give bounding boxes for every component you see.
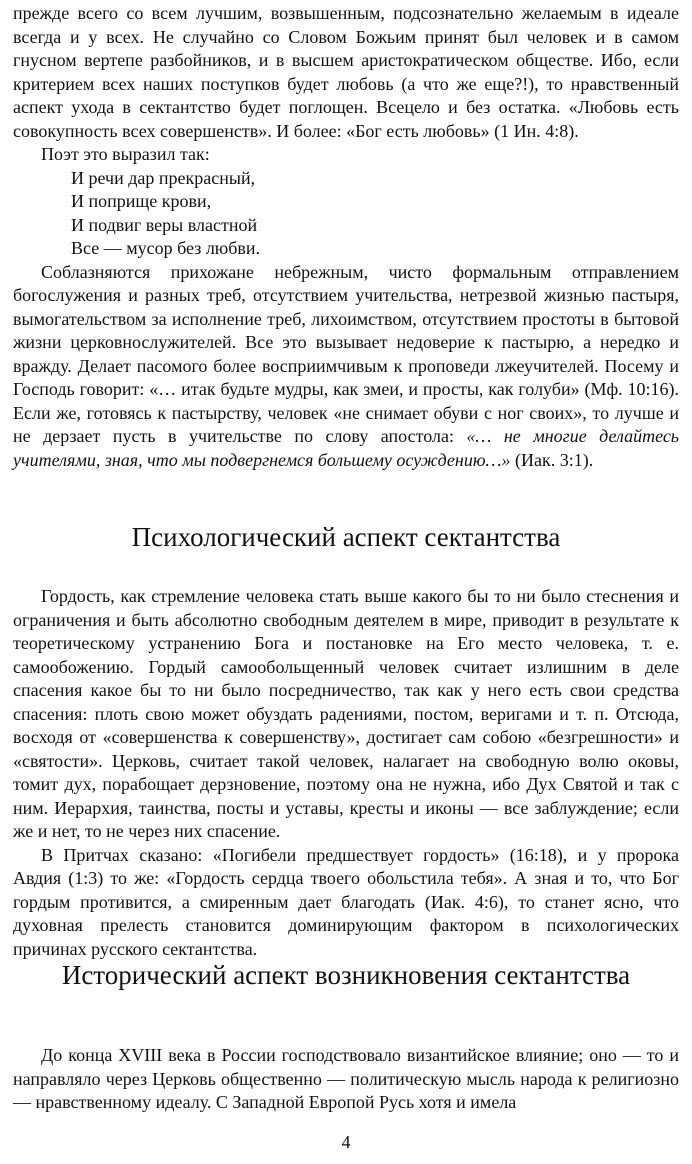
paragraph: прежде всего со всем лучшим, возвышенным, подсознательно желаемым в идеале всегда и у всех. Не случайно со Словом Божьим принят был человек и в самом гнусном вертепе разбойников, и в высшем аристократическом обществе. Ибо, если критерием всех наших поступков будет любовь (а что же еще?!), то нравственный аспект ухода в сектантство будет поглощен. Всецело и без остатка. «Любовь есть совокупность всех совершенств». И более: «Бог есть любовь» (1 Ин. 4:8). [13, 3, 679, 141]
poem-line: И подвиг веры властной [71, 214, 258, 235]
scripture-reference: (Иак. 3:1). [510, 449, 594, 470]
poem-intro: Поэт это выразил так: [41, 144, 210, 164]
text-block-psychological [13, 585, 679, 961]
poem [13, 167, 679, 261]
text-block-historical [13, 1044, 679, 1115]
poem-line: И речи дар прекрасный, [71, 167, 256, 188]
scripture-quote: «… не многие делайтесь учителями, зная, что мы подвергнемся большему осуждению…» [13, 426, 679, 470]
page-number: 4 [341, 1132, 351, 1152]
paragraph: В Притчах сказано: «Погибели предшествует гордость» (16:18), и у пророка Авдия (1:3) то же: «Гордость сердца твоего обольстила тебя». А зная и то, что Бог гордым противится, а смиренным дает благодать (Иак. 4:6), то станет ясно, что духовная прелесть становится доминирующим фактором в психологических причинах русского сектантства. [13, 844, 679, 959]
text-block-top [13, 2, 679, 472]
paragraph-text: Соблазняются прихожане небрежным, чисто формальным отправлением богослужения и разных треб, отсутствием учительства, нетрезвой жизнью пастыря, вымогательством за исполнение треб, лихоимством, отсутствием простоты в бытовой жизни церковнослужителей. Все это вызывает недоверие к пастырю, а нередко и вражду. Делает пасомого более восприимчивым к проповеди лжеучителей. Посему и Господь говорит: «… итак будьте мудры, как змеи, и просты, как голуби» (Мф. 10:16). Если же, готовясь к пастырству, человек «не снимает обуви с ног своих», то лучше и не дерзает пусть в учительстве по слову апостола: [13, 261, 679, 446]
section-heading-psychological: Психологический аспект сектантства [131, 522, 561, 552]
poem-line: Все — мусор без любви. [71, 238, 261, 258]
paragraph [13, 261, 679, 473]
poem-line: И поприще крови, [71, 191, 212, 211]
paragraph: До конца XVIII века в России господствовало византийское влияние; оно — то и направляло через Церковь общественно — политическую мысль народа к религиозно — нравственному идеалу. С Западной Европой Русь хотя и имела [13, 1045, 679, 1112]
paragraph: Гордость, как стремление человека стать выше какого бы то ни было стеснения и ограничения и быть абсолютно свободным деятелем в мире, приводит в результате к теоретическому устранению Бога и постановке на Его место человека, т. е. самообожению. Гордый самообольщенный человек считает излишним в деле спасения какое бы то ни было посредничество, так как у него есть свои средства спасения: плоть свою может обуздать радениями, постом, веригами и т. п. Отсюда, восходя от «совершенства к совершенству», достигает сам собою «безгрешности» и «святости». Церковь, считает такой человек, налагает на свободную волю оковы, томит дух, порабощает дерзновение, поэтому она не нужна, ибо Дух Святой и так с ним. Иерархия, таинства, посты и уставы, кресты и иконы — все заблуждение; если же и нет, то не через них спасение. [13, 586, 679, 841]
section-heading-historical: Исторический аспект возникновения сектантства [61, 960, 631, 990]
